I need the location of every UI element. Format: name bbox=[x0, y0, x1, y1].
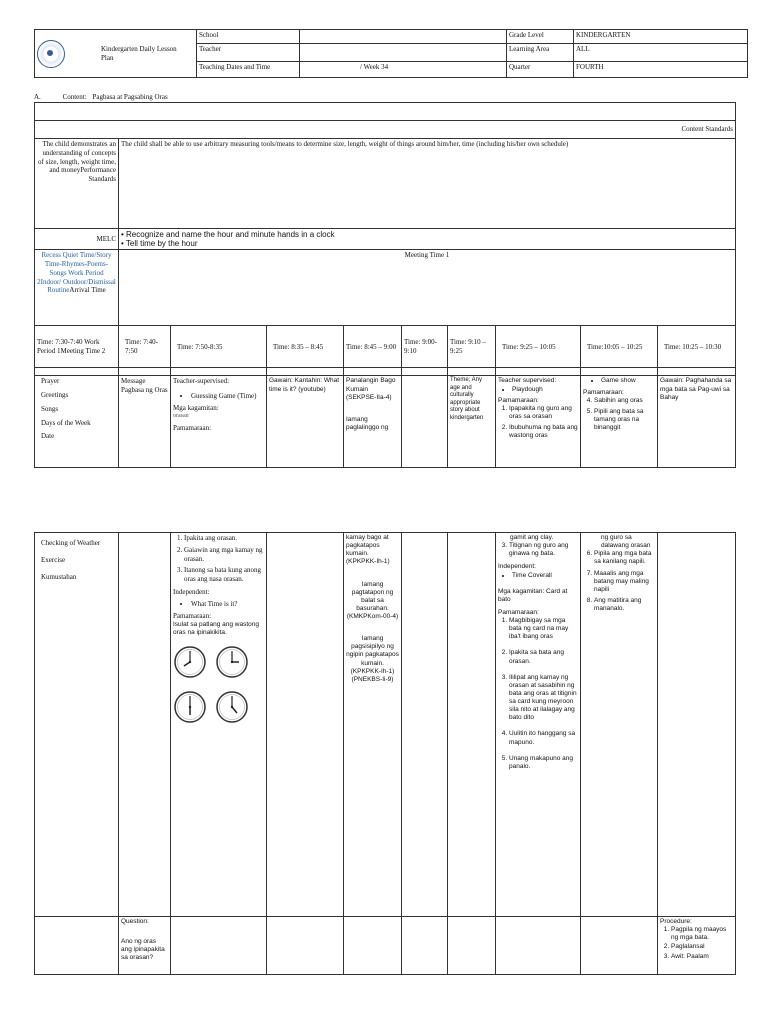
main-table bbox=[34, 102, 736, 468]
list-item: 5. Unang makapuno ang panalo. bbox=[509, 755, 578, 771]
content-line bbox=[34, 93, 734, 102]
list-item: 2. Paglalansal bbox=[671, 943, 733, 951]
time-cell: Time: 10:25 – 10:30 bbox=[658, 326, 736, 368]
melc-item: • Tell time by the hour bbox=[121, 239, 198, 249]
game-show-steps-cell: ng guro sa dalawang orasan 6. Pipila ang mga bata sa kanilang napili. 7. Maaalis ang mga batang may maling napili 8. Ang matitira ang mananalo. bbox=[581, 533, 658, 917]
list-item: • Playdough bbox=[512, 386, 578, 394]
page2-table-block bbox=[34, 532, 736, 975]
activities-row-3 bbox=[35, 917, 736, 975]
field-value: FOURTH bbox=[574, 62, 748, 78]
list-item: 3. Titignan ng guro ang ginawa ng bata. bbox=[509, 542, 578, 558]
routine-left bbox=[35, 250, 119, 326]
content-label: Content: bbox=[62, 93, 87, 101]
list-item: 2. Ibubuhuma ng bata ang wastong oras bbox=[509, 424, 578, 440]
routine-left-blue: Recess Quiet Time/Story Time-Rhymes-Poems-Songs Work Period 2Indoor/ Outdoor/Dismissal Routine bbox=[37, 251, 116, 295]
story-theme-cell: Theme; Any age and culturally appropriate story about kindergarten bbox=[448, 376, 496, 468]
health-habits-cell: kamay bago at pagkatapos kumain. (KPKPKK-Ih-1) Iamang pagtatapon ng balat sa basurahan. (KMKPKom-00-4) Iamang pagsisipilyo ng ngipin pagkatapos kumain. (KPKPKK-Ih-1) (PNEKBS-Ii-9) bbox=[344, 533, 402, 917]
list-item: • Guessing Game (Time) bbox=[191, 392, 264, 401]
melc-label: MELC bbox=[35, 229, 119, 250]
time-cell: Time: 9:10 – 9:25 bbox=[448, 326, 496, 368]
list-item: 1. Pagpila ng maayos ng mga bata. bbox=[671, 926, 733, 942]
gawain-cell: Gawain: Kantahin: What time is it? (youtube) bbox=[267, 376, 344, 468]
list-item: 5. Pipili ang bata sa tamang oras na binanggit bbox=[594, 408, 655, 432]
activities-row-2 bbox=[35, 533, 736, 917]
routine-left-tail: Arrival Time bbox=[69, 286, 106, 295]
time-cell: Time: 7:50-8:35 bbox=[171, 326, 267, 368]
field-value bbox=[300, 44, 507, 62]
time-cell: Time: 9:25 – 10:05 bbox=[496, 326, 581, 368]
list-item: 2. Gaiawin ang mga kamay ng orasan. bbox=[184, 546, 264, 564]
list-item: 8. Ang matitira ang mananalo. bbox=[594, 597, 655, 613]
field-label: Grade Level bbox=[507, 30, 574, 44]
clock-icon bbox=[215, 645, 249, 682]
field-label: Quarter bbox=[507, 62, 574, 78]
doc-title: Kindergarten Daily Lesson Plan bbox=[101, 44, 177, 62]
logo-title-cell bbox=[35, 30, 197, 78]
list-item: 3. Awit: Paalam bbox=[671, 953, 733, 961]
question-cell: Question: Ano ng oras ang ipinapakita sa orasan? bbox=[119, 917, 171, 975]
list-item: • Game show bbox=[601, 377, 655, 385]
time-cell: Time:10:05 – 10:25 bbox=[581, 326, 658, 368]
list-item: 3. Itanong sa bata kung anong oras ang nasa orasan. bbox=[184, 566, 264, 584]
activities-row-1 bbox=[35, 376, 736, 468]
empty-cell bbox=[402, 376, 448, 468]
panalangin-cell: Panalangin Bago Kumain (SEKPSE-IIa-4) Iamang paglalinggo ng bbox=[344, 376, 402, 468]
meeting-time-1: Meeting Time 1 bbox=[119, 250, 736, 326]
time-coverall-cell: gamit ang clay. 3. Titignan ng guro ang ginawa ng bata. Independent: • Time Coverall Mga kagamitan: Card at bato Pamamaraan: 1. Magbibigay sa mga bata ng card na may iba't ibang oras 2. Ipakita sa bata ang orasan. 3. Ililipat ang kamay ng orasan at sasabihin ng bata ang oras at titignin sa card kung meyroon sila nito at ilalagay ang bato dito 4. Uulitin ito hanggang sa mapuno. 5. Unang makapuno ang panalo. bbox=[496, 533, 581, 917]
page2-table bbox=[34, 532, 736, 975]
time-cell: Time: 7:40-7:50 bbox=[119, 326, 171, 368]
clock-icon bbox=[173, 690, 207, 727]
content-prefix: A. bbox=[34, 93, 41, 101]
field-label: Learning Area bbox=[507, 44, 574, 62]
melc-item: • Recognize and name the hour and minute hands in a clock bbox=[121, 230, 335, 239]
procedure-cell: Procedure: 1. Pagpila ng maayos ng mga bata. 2. Paglalansal 3. Awit: Paalam bbox=[658, 917, 736, 975]
content-value: Pagbasa at Pagsabing Oras bbox=[92, 93, 168, 101]
header-block bbox=[34, 29, 748, 78]
list-item: 3. Ililipat ang kamay ng orasan at sasabihin ng bata ang oras at titignin sa card kung meyroon sila nito at ilalagay ang bato dito bbox=[509, 674, 578, 723]
time-cell: Time: 7:30-7:40 Work Period 1Meeting Time 2 bbox=[35, 326, 119, 368]
time-cell: Time: 8:35 – 8:45 bbox=[267, 326, 344, 368]
field-value: / Week 34 bbox=[300, 62, 507, 78]
field-label: Teaching Dates and Time bbox=[197, 62, 300, 78]
clock-icon bbox=[215, 690, 249, 727]
list-item: 1. Ipakita ang orasan. bbox=[184, 534, 264, 543]
standards-right: The child shall be able to use arbitrary measuring tools/means to determine size, length, weight of things around him/her, time (including his/her own schedule) bbox=[119, 139, 736, 229]
pag-uwi-cell: Gawain: Paghahanda sa mga bata sa Pag-uwi sa Bahay bbox=[658, 376, 736, 468]
list-item: 7. Maaalis ang mga batang may maling napili bbox=[594, 570, 655, 594]
message-cell: Message Pagbasa ng Oras bbox=[119, 376, 171, 468]
guessing-steps-cell: 1. Ipakita ang orasan. 2. Gaiawin ang mga kamay ng orasan. 3. Itanong sa bata kung anong oras ang nasa orasan. Independent: • What Time is it? Pamamaraan: Isulat sa patlang ang wastong oras na ipinakikita. bbox=[171, 533, 267, 917]
game-show-cell: • Game show Pamamaraan: 4. Sabihin ang oras 5. Pipili ang bata sa tamang oras na binanggit bbox=[581, 376, 658, 468]
field-value: KINDERGARTEN bbox=[574, 30, 748, 44]
teacher-supervised-2-cell: Teacher supervised: • Playdough Pamamaraan: 1. Ipapakita ng guro ang oras sa orasan 2. Ibubuhuma ng bata ang wastong oras bbox=[496, 376, 581, 468]
main-table-block bbox=[34, 102, 736, 468]
opening-routine-cell: Prayer Greetings Songs Days of the Week Date bbox=[35, 376, 119, 468]
weather-cell: Checking of Weather Exercise Kumustahan bbox=[35, 533, 119, 917]
list-item: 6. Pipila ang mga bata sa kanilang napili. bbox=[594, 550, 655, 566]
standards-left: The child demonstrates an understanding of concepts of size, length, weight time, and moneyPerformance Standards bbox=[35, 139, 119, 229]
time-cell: Time: 8:45 – 9:00 bbox=[344, 326, 402, 368]
teacher-supervised-cell: Teacher-supervised: • Guessing Game (Time) Mga kagamitan: orasan Pamamaraan: bbox=[171, 376, 267, 468]
list-item: 1. Magbibigay sa mga bata ng card na may iba't ibang oras bbox=[509, 617, 578, 641]
list-item: • Time Coverall bbox=[512, 572, 578, 580]
header-table bbox=[34, 29, 748, 78]
time-cell: Time: 9:00-9:10 bbox=[402, 326, 448, 368]
list-item: 1. Ipapakita ng guro ang oras sa orasan bbox=[509, 405, 578, 421]
times-row bbox=[35, 326, 736, 368]
list-item: 2. Ipakita sa bata ang orasan. bbox=[509, 649, 578, 665]
blank-row bbox=[35, 103, 736, 121]
clock-icon bbox=[173, 645, 207, 682]
content-standards-label: Content Standards bbox=[35, 121, 736, 139]
list-item: 4. Sabihin ang oras bbox=[594, 397, 655, 405]
list-item: 4. Uulitin ito hanggang sa mapuno. bbox=[509, 730, 578, 746]
field-value: ALL bbox=[574, 44, 748, 62]
field-value bbox=[300, 30, 507, 44]
melc-cell bbox=[119, 229, 736, 250]
deped-seal-icon bbox=[37, 40, 65, 68]
clock-grid bbox=[173, 643, 264, 733]
field-label: Teacher bbox=[197, 44, 300, 62]
field-label: School bbox=[197, 30, 300, 44]
list-item: • What Time is it? bbox=[191, 600, 264, 609]
